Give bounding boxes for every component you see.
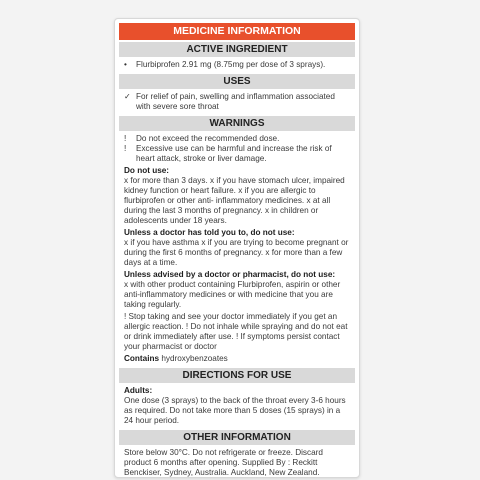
- bullet-icon: •: [124, 60, 127, 69]
- adults-title: Adults:: [124, 386, 153, 395]
- warnings-section: [115, 131, 359, 366]
- stop-warning-text: ! Stop taking and see your doctor immediately if you get an allergic reaction. ! Do not inhale while spraying and do not eat or drink immediately after use. ! If symptoms persist contact your pharmacist or doctor: [124, 312, 348, 351]
- directions-text: One dose (3 sprays) to the back of the throat every 3-6 hours as required. Do not take more than 5 doses (15 sprays) in a 24 hour period.: [124, 396, 346, 425]
- medicine-information-banner: MEDICINE INFORMATION: [119, 23, 355, 40]
- other-information-heading: OTHER INFORMATION: [119, 430, 355, 445]
- warning-mark-icon: !: [124, 144, 127, 153]
- do-not-use-text: x for more than 3 days. x if you have stomach ulcer, impaired kidney function or heart failure. x if you are allergic to flurbiprofen or other anti- inflammatory medicines. x at all during the last 3 months of pregnancy. x in children or adolescents under 18 years.: [124, 176, 345, 225]
- warning-item: Excessive use can be harmful and increase the risk of heart attack, stroke or liver damage.: [136, 144, 332, 163]
- pharmacist-warning-title: Unless advised by a doctor or pharmacist, do not use:: [124, 270, 336, 279]
- uses-text: For relief of pain, swelling and inflammation associated with severe sore throat: [136, 92, 335, 111]
- warning-mark-icon: !: [124, 134, 127, 143]
- active-ingredient-section: [115, 57, 359, 72]
- uses-section: [115, 89, 359, 114]
- medicine-info-card: [114, 18, 360, 478]
- warnings-heading: WARNINGS: [119, 116, 355, 131]
- checkmark-icon: ✓: [124, 92, 131, 101]
- doctor-warning-title: Unless a doctor has told you to, do not use:: [124, 228, 295, 237]
- other-information-text: Store below 30°C. Do not refrigerate or freeze. Discard product 6 months after opening. Supplied By : Reckitt Benckiser, Sydney, Australia. Auckland, New Zealand.: [124, 448, 323, 477]
- contains-label: Contains: [124, 354, 160, 363]
- contains-value: hydroxybenzoates: [161, 354, 228, 363]
- active-ingredient-heading: ACTIVE INGREDIENT: [119, 42, 355, 57]
- doctor-warning-text: x if you have asthma x if you are trying to become pregnant or during the first 6 months of pregnancy. x for more than a few days at a time.: [124, 238, 349, 267]
- active-ingredient-text: Flurbiprofen 2.91 mg (8.75mg per dose of 3 sprays).: [136, 60, 326, 69]
- pharmacist-warning-text: x with other product containing Flurbiprofen, aspirin or other anti-inflammatory medicines or with medicine that you are taking regularly.: [124, 280, 341, 309]
- directions-section: [115, 383, 359, 428]
- uses-heading: USES: [119, 74, 355, 89]
- directions-heading: DIRECTIONS FOR USE: [119, 368, 355, 383]
- warning-item: Do not exceed the recommended dose.: [136, 134, 280, 143]
- other-information-section: [115, 445, 359, 478]
- do-not-use-title: Do not use:: [124, 166, 170, 175]
